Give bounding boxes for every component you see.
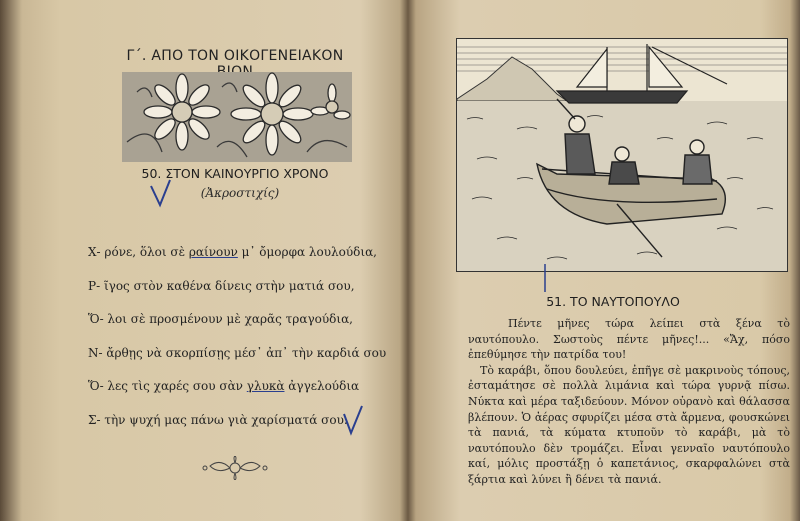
poem-line: Χ- ρόνε, ὅλοι σὲ ραίνουν μ᾽ ὄμορφα λουλούδια,	[88, 245, 377, 259]
section-title: Γ΄. ΑΠΟ ΤΟΝ ΟΙΚΟΓΕΝΕΙΑΚΟΝ	[126, 48, 344, 64]
floral-ornament	[200, 456, 270, 480]
right-page	[418, 0, 788, 521]
flower-illustration	[122, 72, 352, 162]
checkmark-icon	[342, 404, 364, 436]
story-paragraph: Πέντε μῆνες τώρα λείπει στὰ ξένα τὸ ναυτόπουλο. Σωστοὺς πέντε μῆνες!... «Ἄχ, πόσο ἐπεθύμησε τὴν πατρίδα του!	[468, 317, 790, 362]
checkmark-icon	[148, 178, 174, 208]
poem-line: Σ- τὴν ψυχή μας πάνω γιὰ χαρίσματά σου.	[88, 412, 348, 427]
left-page	[30, 0, 400, 521]
poem-line: Ν- ἄρθῃς νὰ σκορπίσῃς μέσ᾽ ἀπ᾽ τὴν καρδιά σου	[88, 345, 387, 360]
poem-line: Ὅ- λοι σὲ προσμένουν μὲ χαρᾶς τραγούδια,	[88, 312, 353, 326]
poem-title: 50. ΣΤΟΝ ΚΑΙΝΟΥΡΓΙΟ ΧΡΟΝΟ	[141, 166, 329, 181]
boat-illustration	[456, 38, 788, 272]
story-title: 51. ΤΟ ΝΑΥΤΟΠΟΥΛΟ	[546, 294, 680, 309]
poem-line: Ρ- ῖγος στὸν καθένα δίνεις στὴν ματιά σου,	[88, 278, 355, 293]
story-paragraph: Τὸ καράβι, ὅπου δουλεύει, ἐπῆγε σὲ μακρινοὺς τόπους, ἐσταμάτησε σὲ πολλὰ λιμάνια καὶ τώρα γυρνᾷ πίσω. Νύκτα καὶ μέρα ταξιδεύουν. Μόνον οὐρανὸ καὶ θάλασσα βλέπουν. Ὁ ἀέρας σφυρίζει μέσα στὰ ἄρμενα, φουσκώνει τὰ πανιά, τὰ κύματα κτυποῦν τὸ καράβι, μὰ τὸ ναυτόπουλο δὲν τρομάζει. Εἶναι γενναῖο ναυτόπουλο καί, μόλις προστάξῃ ὁ καπετάνιος, σκαρφαλώνει στὰ ξάρτια καὶ λύνει ἢ δένει τὰ πανιά.	[468, 363, 790, 486]
story-body	[468, 316, 790, 488]
poem-line: Ὅ- λες τὶς χαρές σου σὰν γλυκὰ ἀγγελούδια	[88, 379, 360, 393]
poem-subtitle: (Ἀκροστιχίς)	[200, 186, 280, 200]
pen-mark-icon	[539, 262, 551, 294]
